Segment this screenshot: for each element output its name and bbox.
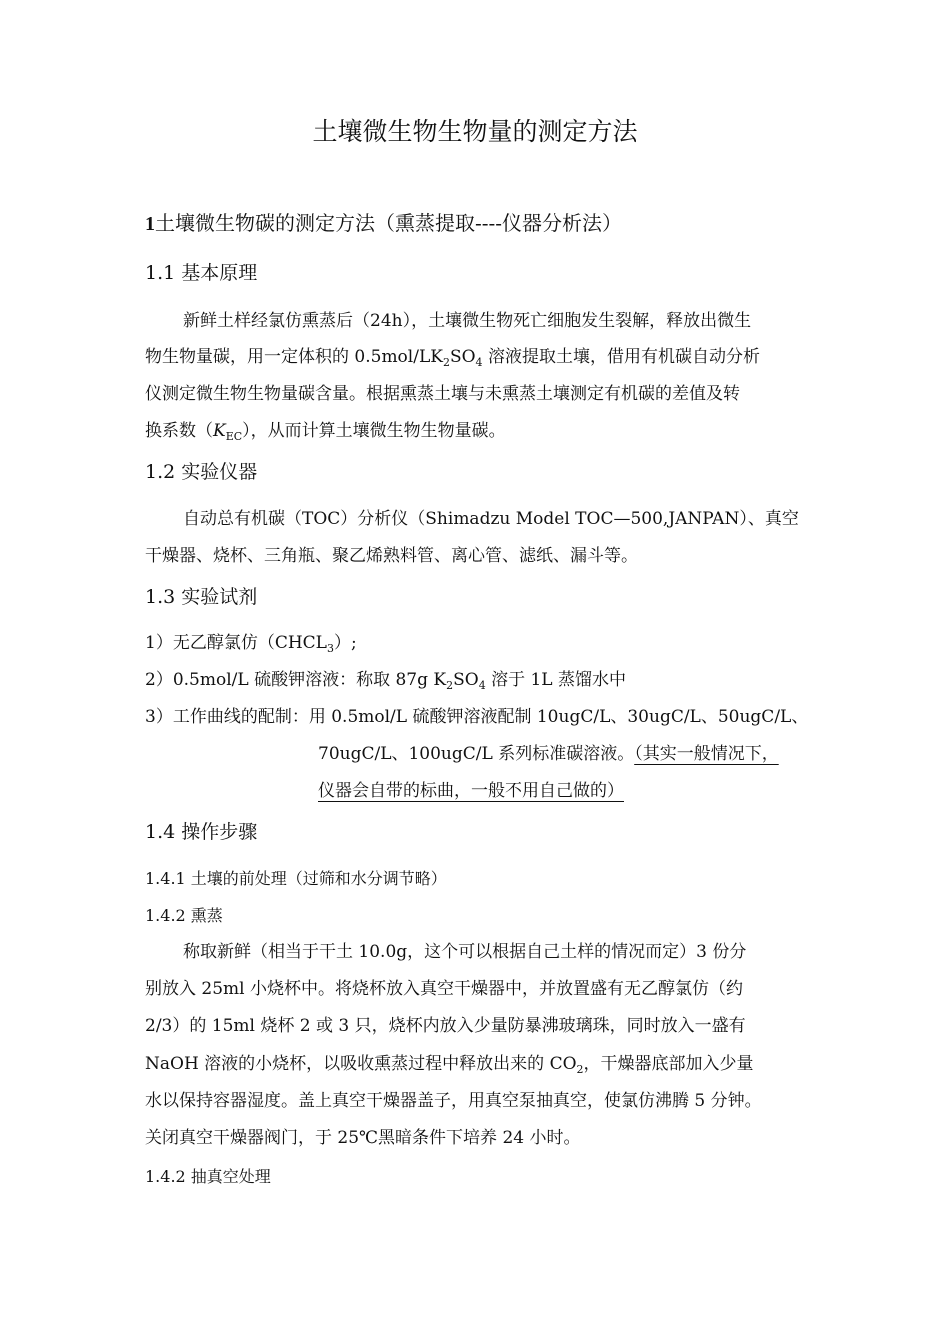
paragraph-line: 自动总有机碳（TOC）分析仪（Shimadzu Model TOC—500,JANPAN）、真空 [183, 509, 799, 529]
reagent-item-2: 2）0.5mol/L 硫酸钾溶液：称取 87g $K_2SO_4$ 溶于 1L 蒸馏水中 [145, 670, 627, 692]
underlined-note: （其实一般情况下， [634, 744, 779, 764]
paragraph-line: 新鲜土样经氯仿熏蒸后（24h），土壤微生物死亡细胞发生裂解，释放出微生 [183, 311, 752, 331]
underlined-note: 仪器会自带的标曲，一般不用自己做的） [318, 781, 624, 801]
section-1-heading [145, 210, 622, 237]
paragraph-line: 关闭真空干燥器阀门，于 25℃黑暗条件下培养 24 小时。 [145, 1128, 581, 1148]
reagent-item-3: 3）工作曲线的配制：用 0.5mol/L 硫酸钾溶液配制 10ugC/L、30ugC/L、50ugC/L、 [145, 707, 809, 727]
paragraph-line: NaOH 溶液的小烧杯，以吸收熏蒸过程中释放出来的 $CO_2$，干燥器底部加入少量 [145, 1054, 754, 1076]
paragraph-line: 物生物量碳，用一定体积的 $0.5mol/LK_2SO_4$ 溶液提取土壤，借用有机碳自动分析 [145, 347, 760, 369]
subsection-1-4-2: 1.4.2 熏蒸 [145, 906, 223, 925]
paragraph-line: 仪测定微生物生物量碳含量。根据熏蒸土壤与未熏蒸土壤测定有机碳的差值及转 [145, 384, 740, 404]
section-title: 土壤微生物碳的测定方法（熏蒸提取----仪器分析法） [155, 211, 623, 235]
subsection-1-4-3: 1.4.2 抽真空处理 [145, 1167, 271, 1186]
section-1-1-heading: 1.1 基本原理 [145, 262, 258, 284]
paragraph-line: 称取新鲜（相当于干土 10.0g，这个可以根据自己土样的情况而定）3 份分 [183, 942, 747, 962]
paragraph-line: 干燥器、烧杯、三角瓶、聚乙烯熟料管、离心管、滤纸、漏斗等。 [145, 546, 638, 566]
kec-symbol: K [213, 421, 226, 441]
paragraph-line: 2/3）的 15ml 烧杯 2 或 3 只，烧杯内放入少量防暴沸玻璃珠，同时放入一盛有 [145, 1016, 746, 1036]
paragraph-line: 水以保持容器湿度。盖上真空干燥器盖子，用真空泵抽真空，使氯仿沸腾 5 分钟。 [145, 1091, 762, 1111]
paragraph-line: 换系数$(K_{EC})$，从而计算土壤微生物生物量碳。 [145, 421, 506, 443]
reagent-item-1: 1）无乙醇氯仿$(CHCL_3)$; [145, 633, 357, 655]
section-1-2-heading: 1.2 实验仪器 [145, 461, 258, 483]
subsection-1-4-1: 1.4.1 土壤的前处理（过筛和水分调节略） [145, 869, 447, 888]
page-title: 土壤微生物生物量的测定方法 [312, 117, 638, 146]
paragraph-line: 别放入 25ml 小烧杯中。将烧杯放入真空干燥器中，并放置盛有无乙醇氯仿（约 [145, 979, 743, 999]
section-1-3-heading: 1.3 实验试剂 [145, 586, 258, 608]
section-number: 1 [145, 213, 155, 235]
reagent-item-3-cont: 70ugC/L、100ugC/L 系列标准碳溶液。（其实一般情况下， [318, 744, 779, 764]
section-1-4-heading: 1.4 操作步骤 [145, 821, 258, 843]
